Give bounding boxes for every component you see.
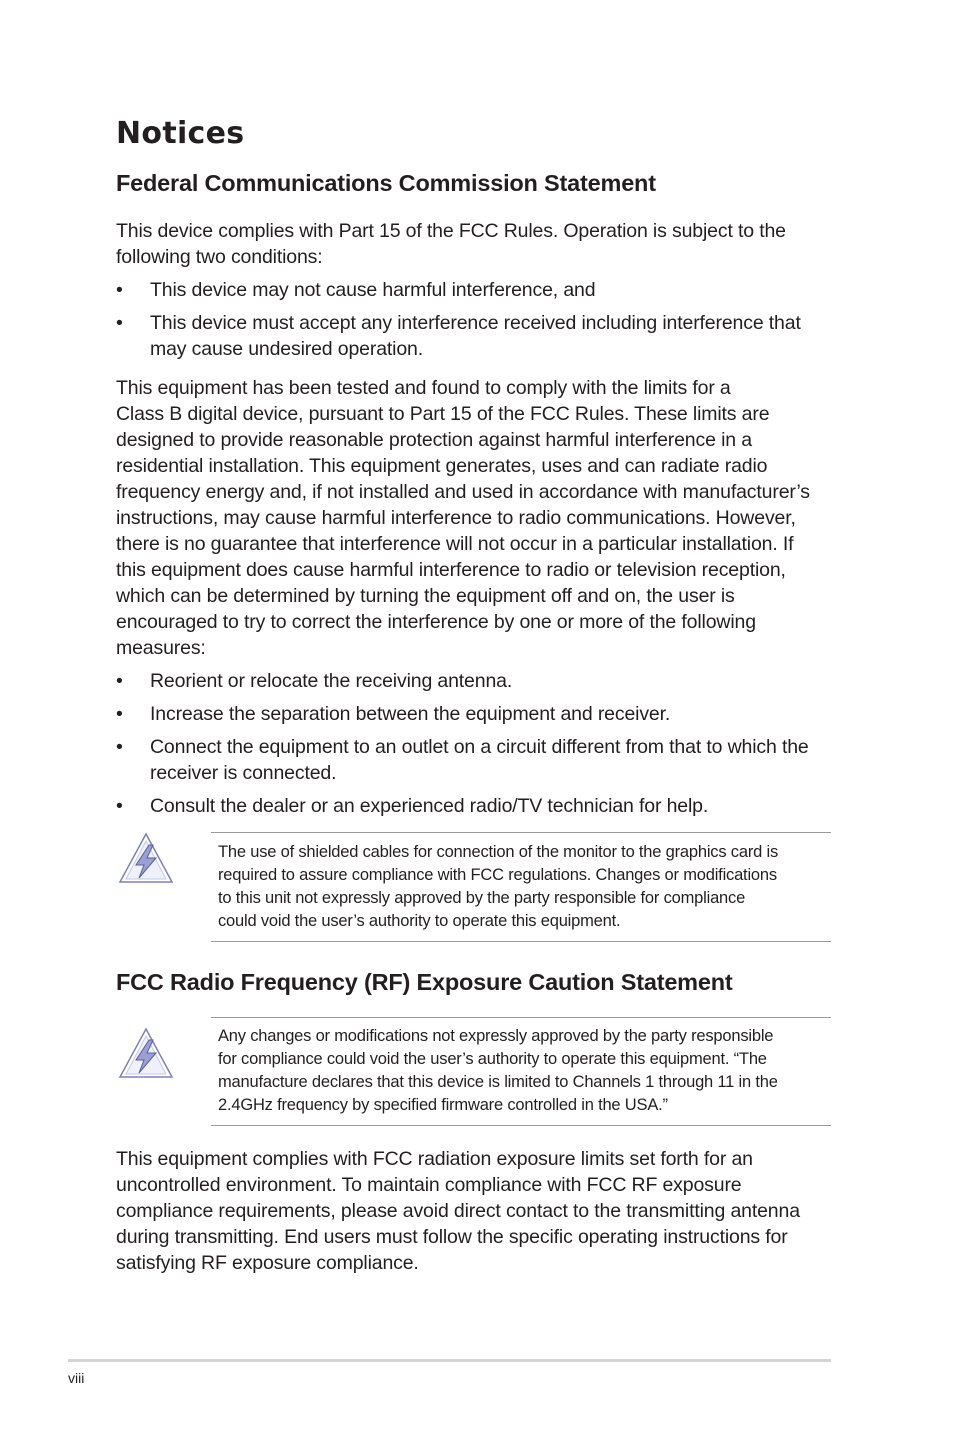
body-line: satisfying RF exposure compliance. xyxy=(116,1252,419,1274)
note-line: The use of shielded cables for connection of the monitor to the graphics card is xyxy=(218,843,778,861)
body-line: residential installation. This equipment generates, uses and can radiate radio xyxy=(116,455,768,477)
fcc-intro-line: This device complies with Part 15 of the FCC Rules. Operation is subject to the xyxy=(116,220,786,242)
list-item xyxy=(116,277,836,303)
note-line: 2.4GHz frequency by specified firmware controlled in the USA.” xyxy=(218,1096,668,1114)
rf-statement-heading: FCC Radio Frequency (RF) Exposure Caution Statement xyxy=(116,969,733,995)
list-item-text: Increase the separation between the equipment and receiver. xyxy=(150,703,671,725)
note-line: required to assure compliance with FCC regulations. Changes or modifications xyxy=(218,866,777,884)
list-item xyxy=(116,668,836,694)
bullet-mark: • xyxy=(116,703,123,725)
bullet-mark: • xyxy=(116,795,123,817)
footer-rule xyxy=(68,1359,831,1362)
note-bottom-rule xyxy=(211,1125,831,1126)
fcc-body-paragraph xyxy=(116,375,846,661)
body-line: which can be determined by turning the equipment off and on, the user is xyxy=(116,585,735,607)
list-item xyxy=(116,310,836,362)
body-line: during transmitting. End users must follow the specific operating instructions for xyxy=(116,1226,788,1248)
page-title: Notices xyxy=(116,116,245,151)
list-item-text: Connect the equipment to an outlet on a circuit different from that to which the receiver is connected. xyxy=(150,736,809,784)
body-line: This equipment has been tested and found to comply with the limits for a xyxy=(116,377,731,399)
list-item-text: This device must accept any interference received including interference that may cause undesired operation. xyxy=(150,312,801,360)
fcc-conditions-list xyxy=(116,277,836,362)
body-line: compliance requirements, please avoid direct contact to the transmitting antenna xyxy=(116,1200,800,1222)
bullet-mark: • xyxy=(116,312,123,334)
list-item-text: This device may not cause harmful interference, and xyxy=(150,279,596,301)
fcc-statement-heading: Federal Communications Commission Statement xyxy=(116,170,656,196)
body-line: this equipment does cause harmful interference to radio or television reception, xyxy=(116,559,786,581)
list-item xyxy=(116,793,836,819)
body-line: This equipment complies with FCC radiation exposure limits set forth for an xyxy=(116,1148,753,1170)
rf-body-paragraph xyxy=(116,1146,836,1276)
note-channel-restriction xyxy=(218,1025,830,1117)
note-line: Any changes or modifications not expressly approved by the party responsible xyxy=(218,1027,774,1045)
list-item xyxy=(116,701,836,727)
list-item xyxy=(116,734,836,786)
body-line: frequency energy and, if not installed and used in accordance with manufacturer’s xyxy=(116,481,810,503)
body-line: measures: xyxy=(116,637,206,659)
body-line: Class B digital device, pursuant to Part 15 of the FCC Rules. These limits are xyxy=(116,403,770,425)
note-line: manufacture declares that this device is limited to Channels 1 through 11 in the xyxy=(218,1073,778,1091)
note-line: to this unit not expressly approved by the party responsible for compliance xyxy=(218,889,746,907)
body-line: uncontrolled environment. To maintain compliance with FCC RF exposure xyxy=(116,1174,742,1196)
list-item-text: Reorient or relocate the receiving antenna. xyxy=(150,670,513,692)
note-shielded-cables xyxy=(218,841,830,933)
body-line: designed to provide reasonable protection against harmful interference in a xyxy=(116,429,752,451)
body-line: there is no guarantee that interference will not occur in a particular installation. If xyxy=(116,533,794,555)
note-line: for compliance could void the user’s authority to operate this equipment. “The xyxy=(218,1050,767,1068)
bullet-mark: • xyxy=(116,670,123,692)
note-top-rule xyxy=(211,1017,831,1018)
fcc-intro-paragraph xyxy=(116,218,836,270)
bullet-mark: • xyxy=(116,279,123,301)
body-line: encouraged to try to correct the interference by one or more of the following xyxy=(116,611,756,633)
page-number: viii xyxy=(68,1370,85,1386)
fcc-intro-line: following two conditions: xyxy=(116,246,323,268)
body-line: instructions, may cause harmful interference to radio communications. However, xyxy=(116,507,796,529)
list-item-text: Consult the dealer or an experienced radio/TV technician for help. xyxy=(150,795,709,817)
warning-lightning-icon xyxy=(118,831,174,885)
bullet-mark: • xyxy=(116,736,123,758)
note-top-rule xyxy=(211,832,831,833)
note-bottom-rule xyxy=(211,941,831,942)
warning-lightning-icon xyxy=(118,1026,174,1080)
fcc-measures-list xyxy=(116,668,836,819)
note-line: could void the user’s authority to operate this equipment. xyxy=(218,912,621,930)
